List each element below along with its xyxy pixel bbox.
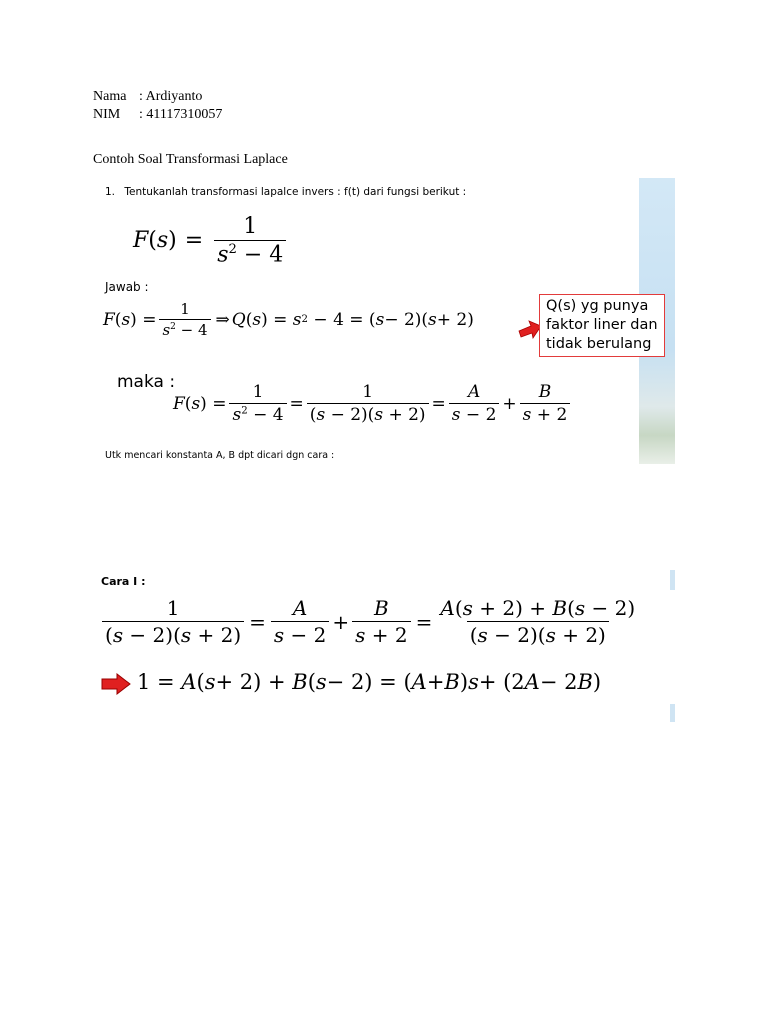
question-text: Tentukanlah transformasi lapalce invers : f(t) dari fungsi berikut : [124,186,467,198]
utk-text: Utk mencari konstanta A, B dpt dicari dgn cara : [105,450,335,461]
image-block-1 [93,178,675,464]
decorative-strip-bottom [670,704,675,722]
name-label: Nama [93,89,127,104]
maka-label: maka : [117,372,176,392]
page-title: Contoh Soal Transformasi Laplace [93,152,288,167]
callout-line-3: tidak berulang [546,336,652,352]
nim-row [93,106,222,124]
callout-box [539,294,665,357]
student-info [93,88,222,124]
nim-value: : 41117310057 [139,107,223,122]
formula-expansion: 1 = A ( s + 2) + B ( s − 2) = ( A + B ) s + (2 A − 2 B ) [137,670,602,694]
name-value: : Ardiyanto [139,89,203,104]
cara-label: Cara I : [101,575,146,588]
name-row [93,88,222,106]
callout-line-2: faktor liner dan [546,317,658,333]
formula-fs: F ( s ) = $\frac{1}{s^2 - 4}$ [133,214,289,267]
callout-line-1: Q(s) yg punya [546,298,649,314]
image-block-2 [93,570,675,722]
decorative-strip-top [670,570,675,590]
red-arrow-right-icon [101,673,131,695]
question-line [105,186,466,198]
formula-cara: $\frac{1}{(s - 2)(s + 2)}$ = $\frac{A}{s - 2}$ + $\frac{B}{s + 2}$ = $\frac{A(s + 2) + B(s - 2)}{(s - 2)(s + 2)}$ [99,596,641,647]
formula-maka: F ( s ) = $\frac{1}{s^2 - 4}$ = $\frac{1}{(s - 2)(s + 2)}$ = $\frac{A}{s - 2}$ + $\frac{B}{s + 2}$ [173,382,573,425]
jawab-label: Jawab : [105,280,149,294]
formula-jawab: F ( s ) = $\frac{1}{s^2 - 4}$ ⇒ Q ( s ) = s 2 − 4 = ( s − 2)( s + 2) [103,300,474,339]
question-number: 1. [105,186,116,198]
nim-label: NIM [93,107,121,122]
